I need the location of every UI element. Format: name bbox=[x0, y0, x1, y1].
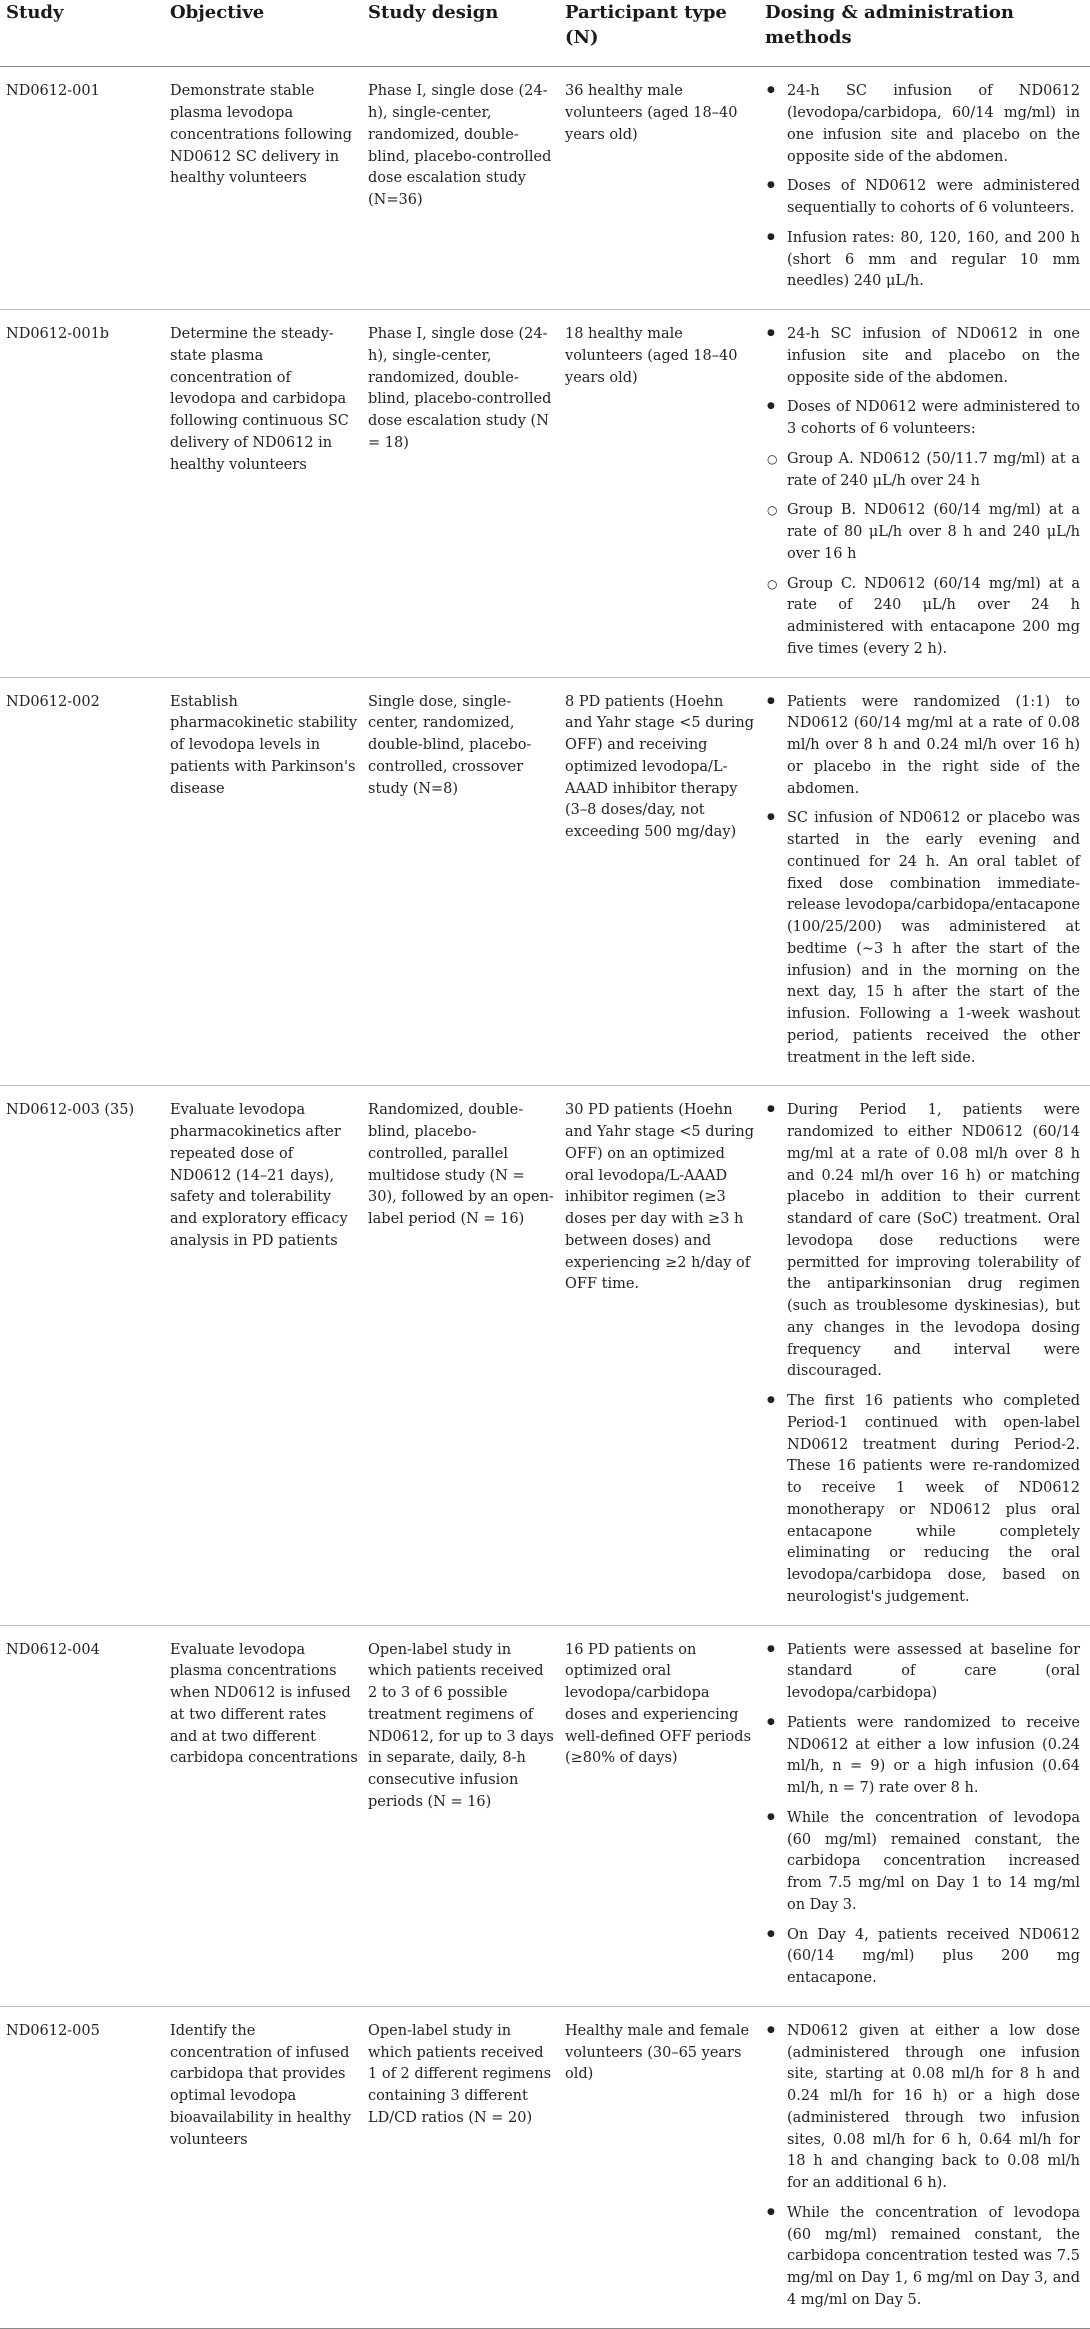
dosing-list bbox=[765, 2021, 1080, 2312]
table-row bbox=[0, 677, 1090, 1086]
objective-cell: Evaluate levodopa plasma concentrations when ND0612 is infused at two different rates and at two different carbidopa concentrations bbox=[170, 1625, 368, 2006]
objective-cell: Evaluate levodopa pharmacokinetics after repeated dose of ND0612 (14–21 days), safety and tolerability and exploratory efficacy analysis in PD patients bbox=[170, 1086, 368, 1625]
dosing-item: ● 24-h SC infusion of ND0612 (levodopa/carbidopa, 60/14 mg/ml) in one infusion site and placebo on the opposite side of the abdomen. bbox=[765, 81, 1080, 168]
dosing-item: ● During Period 1, patients were randomized to either ND0612 (60/14 mg/ml at a rate of 0.08 ml/h over 8 h and 0.24 ml/h over 16 h) or matching placebo in addition to their current standard of care (SoC) treatment. Oral levodopa dose reductions were permitted for improving tolerability of the antiparkinsonian drug regimen (such as troublesome dyskinesias), but any changes in the levodopa dosing frequency and interval were discouraged. bbox=[765, 1100, 1080, 1383]
header-study: Study bbox=[0, 0, 170, 67]
header-study-design: Study design bbox=[368, 0, 565, 67]
dosing-list bbox=[765, 692, 1080, 1070]
objective-cell: Identify the concentration of infused carbidopa that provides optimal levodopa bioavailability in healthy volunteers bbox=[170, 2006, 368, 2328]
header-objective: Objective bbox=[170, 0, 368, 67]
study-cell: ND0612-004 bbox=[0, 1625, 170, 2006]
dosing-list bbox=[765, 324, 1080, 661]
participant-type-cell: 18 healthy male volunteers (aged 18–40 years old) bbox=[565, 310, 765, 678]
dosing-item: ● Infusion rates: 80, 120, 160, and 200 h (short 6 mm and regular 10 mm needles) 240 μL/h. bbox=[765, 228, 1080, 293]
study-design-cell: Randomized, double-blind, placebo- controlled, parallel multidose study (N = 30), followed by an open-label period (N = 16) bbox=[368, 1086, 565, 1625]
participant-type-cell: 36 healthy male volunteers (aged 18–40 years old) bbox=[565, 67, 765, 310]
table-row bbox=[0, 1625, 1090, 2006]
dosing-item: ● ND0612 given at either a low dose (administered through one infusion site, starting at 0.08 ml/h for 8 h and 0.24 ml/h for 16 h) or a high dose (administered through two infusion sites, 0.08 ml/h for 6 h, 0.64 ml/h for 18 h and changing back to 0.08 ml/h for an additional 6 h). bbox=[765, 2021, 1080, 2195]
dosing-item: ● While the concentration of levodopa (60 mg/ml) remained constant, the carbidopa concentration increased from 7.5 mg/ml on Day 1 to 14 mg/ml on Day 3. bbox=[765, 1808, 1080, 1917]
participant-type-cell: 8 PD patients (Hoehn and Yahr stage <5 during OFF) and receiving optimized levodopa/L-AAAD inhibitor therapy (3–8 doses/day, not exceeding 500 mg/day) bbox=[565, 677, 765, 1086]
dosing-cell bbox=[765, 310, 1090, 678]
dosing-subitem: ○ Group A. ND0612 (50/11.7 mg/ml) at a rate of 240 μL/h over 24 h bbox=[765, 449, 1080, 493]
dosing-item: ● Patients were assessed at baseline for standard of care (oral levodopa/carbidopa) bbox=[765, 1640, 1080, 1705]
study-cell: ND0612-002 bbox=[0, 677, 170, 1086]
dosing-list bbox=[765, 1100, 1080, 1608]
study-design-cell: Single dose, single-center, randomized, double-blind, placebo-controlled, crossover study (N=8) bbox=[368, 677, 565, 1086]
dosing-item: ● While the concentration of levodopa (60 mg/ml) remained constant, the carbidopa concentration tested was 7.5 mg/ml on Day 1, 6 mg/ml on Day 3, and 4 mg/ml on Day 5. bbox=[765, 2203, 1080, 2312]
study-design-cell: Open-label study in which patients received 1 of 2 different regimens containing 3 different LD/CD ratios (N = 20) bbox=[368, 2006, 565, 2328]
study-cell: ND0612-001b bbox=[0, 310, 170, 678]
table-row bbox=[0, 1086, 1090, 1625]
objective-cell: Determine the steady-state plasma concentration of levodopa and carbidopa following continuous SC delivery of ND0612 in healthy volunteers bbox=[170, 310, 368, 678]
dosing-item: ● Patients were randomized (1:1) to ND0612 (60/14 mg/ml at a rate of 0.08 ml/h over 8 h and 0.24 ml/h over 16 h) or placebo in the right side of the abdomen. bbox=[765, 692, 1080, 801]
participant-type-cell: Healthy male and female volunteers (30–65 years old) bbox=[565, 2006, 765, 2328]
dosing-cell bbox=[765, 677, 1090, 1086]
dosing-item: ● Patients were randomized to receive ND0612 at either a low infusion (0.24 ml/h, n = 9) or a high infusion (0.64 ml/h, n = 7) rate over 8 h. bbox=[765, 1713, 1080, 1800]
dosing-item: ● SC infusion of ND0612 or placebo was started in the early evening and continued for 24 h. An oral tablet of fixed dose combination immediate-release levodopa/carbidopa/entacapone (100/25/200) was administered at bedtime (∼3 h after the start of the infusion) and in the morning on the next day, 15 h after the start of the infusion. Following a 1-week washout period, patients received the other treatment in the left side. bbox=[765, 808, 1080, 1069]
table-row bbox=[0, 310, 1090, 678]
dosing-item: ● On Day 4, patients received ND0612 (60/14 mg/ml) plus 200 mg entacapone. bbox=[765, 1925, 1080, 1990]
dosing-list bbox=[765, 1640, 1080, 1990]
study-cell: ND0612-001 bbox=[0, 67, 170, 310]
dosing-cell bbox=[765, 67, 1090, 310]
dosing-item: ● Doses of ND0612 were administered to 3 cohorts of 6 volunteers: bbox=[765, 397, 1080, 441]
study-cell: ND0612-005 bbox=[0, 2006, 170, 2328]
study-design-cell: Open-label study in which patients received 2 to 3 of 6 possible treatment regimens of ND0612, for up to 3 days in separate, daily, 8-h consecutive infusion periods (N = 16) bbox=[368, 1625, 565, 2006]
dosing-cell bbox=[765, 1086, 1090, 1625]
table-body bbox=[0, 67, 1090, 2328]
dosing-cell bbox=[765, 1625, 1090, 2006]
table-row bbox=[0, 67, 1090, 310]
dosing-cell bbox=[765, 2006, 1090, 2328]
objective-cell: Demonstrate stable plasma levodopa concentrations following ND0612 SC delivery in healthy volunteers bbox=[170, 67, 368, 310]
dosing-subitem: ○ Group C. ND0612 (60/14 mg/ml) at a rate of 240 μL/h over 24 h administered with entacapone 200 mg five times (every 2 h). bbox=[765, 574, 1080, 661]
header-row bbox=[0, 0, 1090, 67]
objective-cell: Establish pharmacokinetic stability of levodopa levels in patients with Parkinson's disease bbox=[170, 677, 368, 1086]
study-cell: ND0612-003 (35) bbox=[0, 1086, 170, 1625]
table-row bbox=[0, 2006, 1090, 2328]
header-participant-type: Participant type (N) bbox=[565, 0, 765, 67]
dosing-item: ● 24-h SC infusion of ND0612 in one infusion site and placebo on the opposite side of the abdomen. bbox=[765, 324, 1080, 389]
study-design-cell: Phase I, single dose (24-h), single-center, randomized, double-blind, placebo-controlled dose escalation study (N = 18) bbox=[368, 310, 565, 678]
dosing-list bbox=[765, 81, 1080, 293]
header-dosing: Dosing & administration methods bbox=[765, 0, 1090, 67]
participant-type-cell: 16 PD patients on optimized oral levodopa/carbidopa doses and experiencing well-defined OFF periods (≥80% of days) bbox=[565, 1625, 765, 2006]
study-design-cell: Phase I, single dose (24-h), single-center, randomized, double-blind, placebo-controlled dose escalation study (N=36) bbox=[368, 67, 565, 310]
dosing-item: ● The first 16 patients who completed Period-1 continued with open-label ND0612 treatment during Period-2. These 16 patients were re-randomized to receive 1 week of ND0612 monotherapy or ND0612 plus oral entacapone while completely eliminating or reducing the oral levodopa/carbidopa dose, based on neurologist's judgement. bbox=[765, 1391, 1080, 1609]
participant-type-cell: 30 PD patients (Hoehn and Yahr stage <5 during OFF) on an optimized oral levodopa/L-AAAD inhibitor regimen (≥3 doses per day with ≥3 h between doses) and experiencing ≥2 h/day of OFF time. bbox=[565, 1086, 765, 1625]
dosing-item: ● Doses of ND0612 were administered sequentially to cohorts of 6 volunteers. bbox=[765, 176, 1080, 220]
dosing-subitem: ○ Group B. ND0612 (60/14 mg/ml) at a rate of 80 μL/h over 8 h and 240 μL/h over 16 h bbox=[765, 500, 1080, 565]
